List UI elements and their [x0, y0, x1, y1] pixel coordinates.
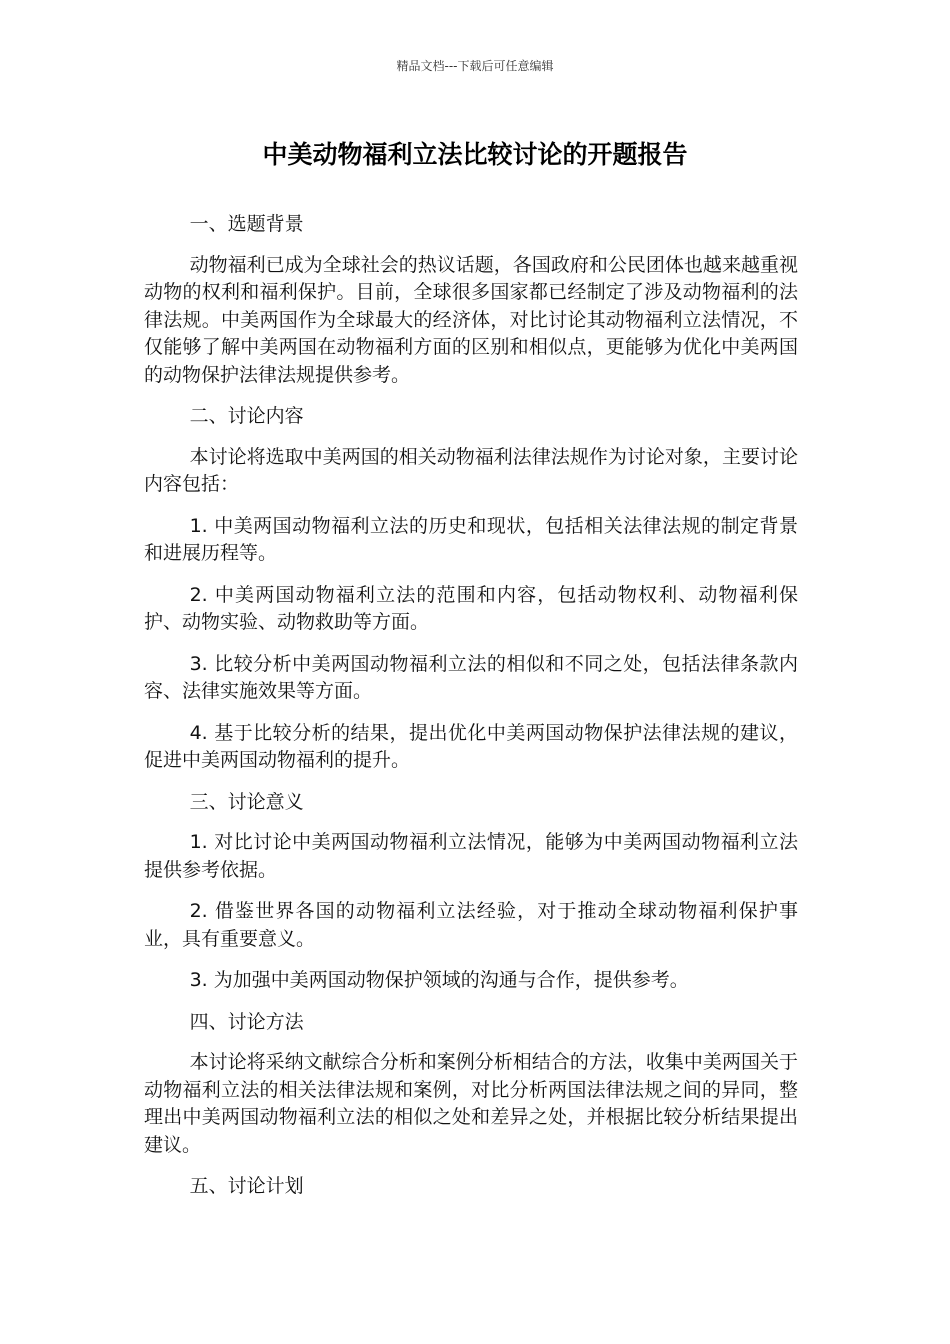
list-item-content-3: 3. 比较分析中美两国动物福利立法的相似和不同之处，包括法律条款内容、法律实施效果等方面。	[144, 652, 798, 702]
document-title: 中美动物福利立法比较讨论的开题报告	[262, 140, 688, 169]
section-heading-content: 二、讨论内容	[189, 405, 304, 427]
section-heading-background: 一、选题背景	[189, 213, 304, 235]
list-item-content-2: 2. 中美两国动物福利立法的范围和内容，包括动物权利、动物福利保护、动物实验、动物救助等方面。	[144, 583, 798, 633]
paragraph-method: 本讨论将采纳文献综合分析和案例分析相结合的方法，收集中美两国关于动物福利立法的相关法律法规和案例，对比分析两国法律法规之间的异同，整理出中美两国动物福利立法的相似之处和差异之处，并根据比较分析结果提出建议。	[144, 1051, 798, 1156]
document-body	[144, 211, 798, 1214]
paragraph-background: 动物福利已成为全球社会的热议话题，各国政府和公民团体也越来越重视动物的权利和福利保护。目前，全球很多国家都已经制定了涉及动物福利的法律法规。中美两国作为全球最大的经济体，对比讨论其动物福利立法情况，不仅能够了解中美两国在动物福利方面的区别和相似点，更能够为优化中美两国的动物保护法律法规提供参考。	[144, 253, 798, 386]
paragraph-content-intro: 本讨论将选取中美两国的相关动物福利法律法规作为讨论对象，主要讨论内容包括：	[144, 445, 798, 495]
list-item-significance-3: 3. 为加强中美两国动物保护领域的沟通与合作，提供参考。	[189, 969, 689, 991]
list-item-content-1: 1. 中美两国动物福利立法的历史和现状，包括相关法律法规的制定背景和进展历程等。	[144, 514, 798, 564]
list-item-significance-2: 2. 借鉴世界各国的动物福利立法经验，对于推动全球动物福利保护事业，具有重要意义。	[144, 900, 798, 950]
section-heading-method: 四、讨论方法	[189, 1010, 304, 1033]
list-item-content-4: 4. 基于比较分析的结果，提出优化中美两国动物保护法律法规的建议，促进中美两国动物福利的提升。	[144, 721, 798, 771]
section-heading-plan: 五、讨论计划	[189, 1175, 304, 1197]
section-heading-significance: 三、讨论意义	[189, 790, 304, 813]
header-note: 精品文档---下载后可任意编辑	[396, 59, 554, 73]
list-item-significance-1: 1. 对比讨论中美两国动物福利立法情况，能够为中美两国动物福利立法提供参考依据。	[144, 831, 798, 881]
